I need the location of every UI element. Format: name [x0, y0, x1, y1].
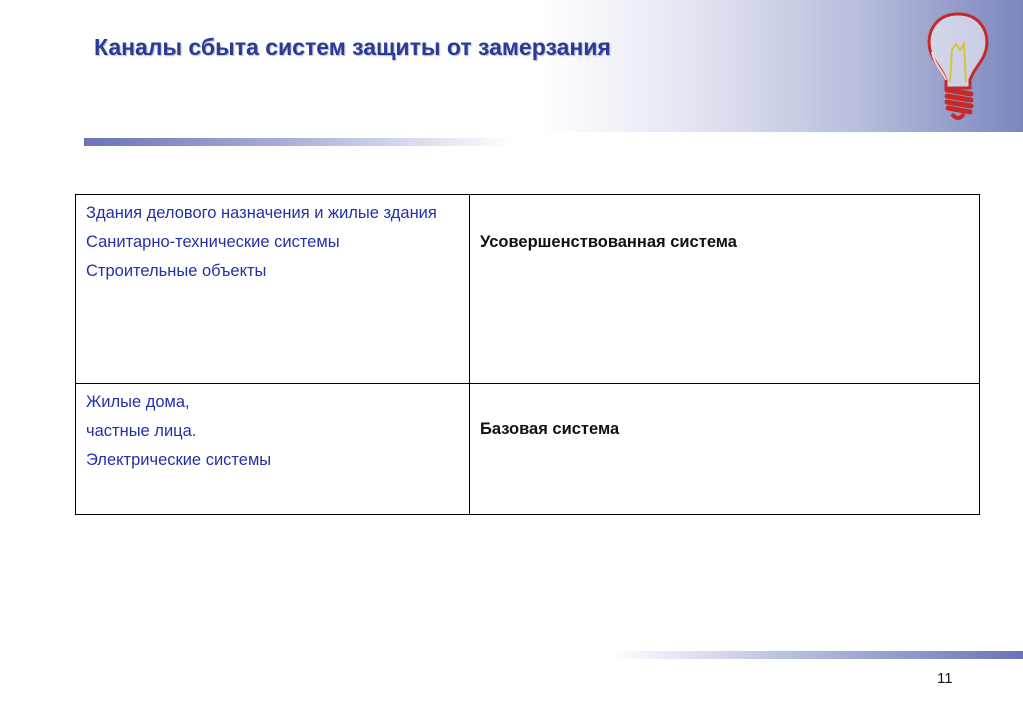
- table-cell-segments: [76, 384, 470, 515]
- table-cell-segments: [76, 195, 470, 384]
- title-underline-bar: [84, 138, 514, 146]
- table-row: [76, 195, 980, 384]
- segment-item: Санитарно-технические системы: [86, 233, 340, 251]
- segment-item: Электрические системы: [86, 451, 272, 469]
- system-label: Базовая система: [480, 420, 620, 438]
- channels-table: [75, 194, 980, 515]
- table-cell-system: [470, 195, 980, 384]
- segment-item: Жилые дома,: [86, 393, 190, 411]
- table-cell-system: [470, 384, 980, 515]
- page-number: 11: [937, 670, 953, 687]
- table-row: [76, 384, 980, 515]
- system-label: Усовершенствованная система: [480, 233, 737, 251]
- lightbulb-icon: [916, 8, 1000, 126]
- segment-item: Строительные объекты: [86, 262, 267, 280]
- footer-bar: [610, 651, 1023, 659]
- segment-item: частные лица.: [86, 422, 197, 440]
- slide-title: Каналы сбыта систем защиты от замерзания: [94, 34, 611, 60]
- segment-item: Здания делового назначения и жилые здания: [86, 204, 437, 222]
